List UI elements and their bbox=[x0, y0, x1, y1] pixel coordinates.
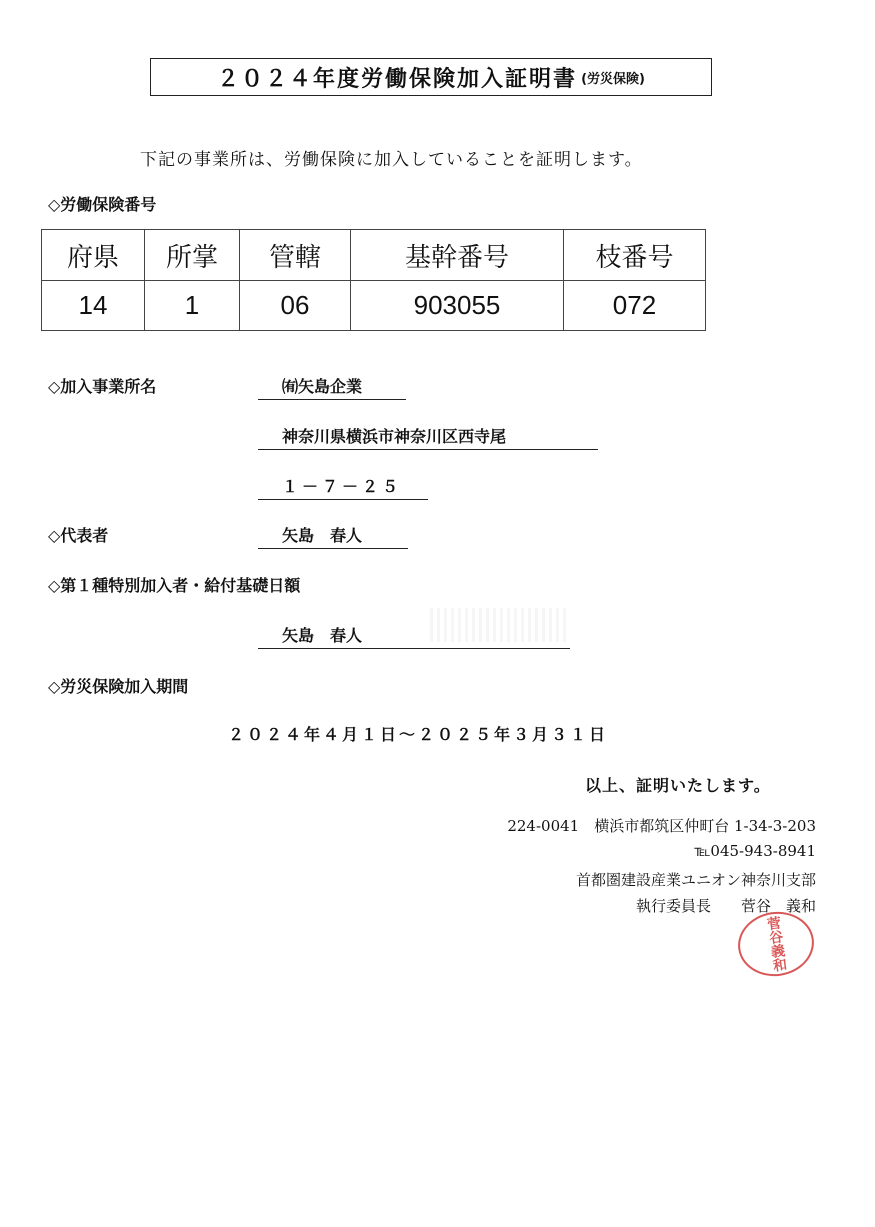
issuer-organization: 首都圏建設産業ユニオン神奈川支部 bbox=[575, 871, 816, 889]
special-member-label: ◇第１種特別加入者・給付基礎日額 bbox=[48, 576, 301, 595]
table-value-row bbox=[42, 281, 706, 331]
value-prefecture: 14 bbox=[42, 281, 145, 331]
document-title bbox=[150, 58, 712, 96]
representative-label: ◇代表者 bbox=[48, 526, 109, 545]
value-district: 06 bbox=[240, 281, 351, 331]
table-header-row bbox=[42, 230, 706, 281]
business-name-label: ◇加入事業所名 bbox=[48, 377, 157, 396]
value-base-number: 903055 bbox=[351, 281, 564, 331]
issuer-title-name: 執行委員長 菅谷 義和 bbox=[635, 897, 816, 915]
issuer-address: 224-0041 横浜市都筑区仲町台 1-34-3-203 bbox=[507, 817, 816, 835]
header-district: 管轄 bbox=[240, 230, 351, 281]
seal-text: 菅谷義和 bbox=[764, 915, 788, 973]
header-branch-number: 枝番号 bbox=[564, 230, 706, 281]
official-seal-stamp bbox=[734, 907, 818, 981]
issuer-tel: ℡045-943-8941 bbox=[694, 842, 816, 860]
insurance-number-label: ◇労働保険番号 bbox=[48, 195, 157, 214]
business-address-line2: １－７－２５ bbox=[258, 474, 428, 500]
insurance-number-table bbox=[41, 229, 706, 331]
business-name: ㈲矢島企業 bbox=[258, 374, 406, 400]
value-branch-number: 072 bbox=[564, 281, 706, 331]
closing-text: 以上、証明いたします。 bbox=[585, 776, 771, 795]
header-jurisdiction-office: 所掌 bbox=[145, 230, 240, 281]
business-address-line1: 神奈川県横浜市神奈川区西寺尾 bbox=[258, 424, 598, 450]
period-label: ◇労災保険加入期間 bbox=[48, 677, 189, 696]
value-jurisdiction-office: 1 bbox=[145, 281, 240, 331]
title-sub: (労災保険) bbox=[581, 71, 645, 87]
representative-name: 矢島 春人 bbox=[258, 523, 408, 549]
special-member-name: 矢島 春人 bbox=[258, 623, 570, 649]
header-base-number: 基幹番号 bbox=[351, 230, 564, 281]
intro-text: 下記の事業所は、労働保険に加入していることを証明します。 bbox=[140, 150, 643, 170]
header-prefecture: 府県 bbox=[42, 230, 145, 281]
title-main: ２０２４年度労働保険加入証明書 bbox=[217, 66, 578, 92]
period-value: ２０２４年４月１日～２０２５年３月３１日 bbox=[228, 725, 609, 744]
